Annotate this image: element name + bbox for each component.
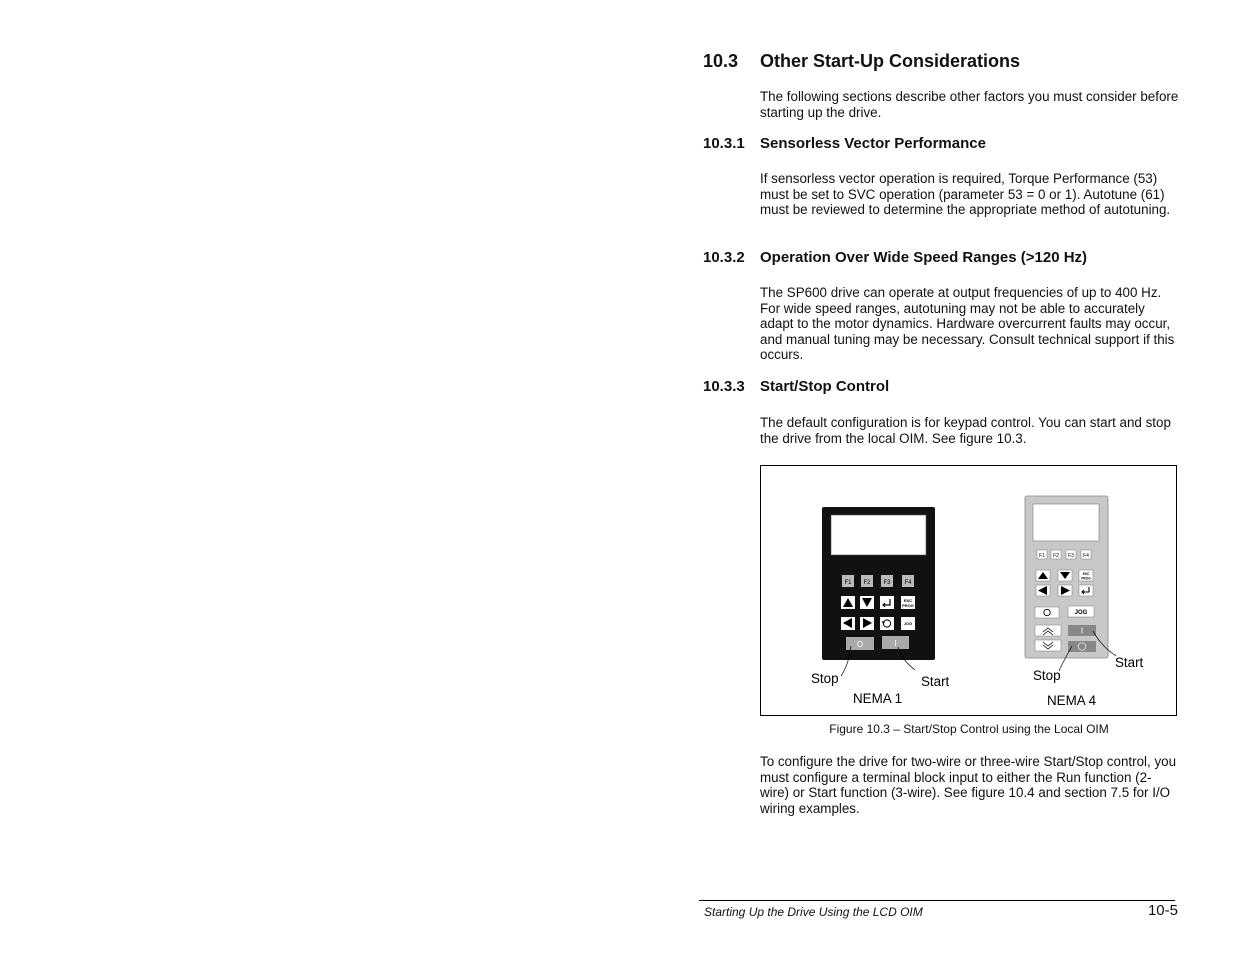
section-title: Other Start-Up Considerations	[760, 51, 1021, 71]
direction-key	[880, 617, 894, 630]
svg-text:F4: F4	[1083, 553, 1089, 559]
svg-text:F2: F2	[863, 580, 871, 586]
svg-text:I: I	[894, 639, 897, 648]
subsection-body: If sensorless vector operation is required, Torque Performance (53) must be set to SVC operation (parameter 53 = 0 or 1). Autotune (61) must be reviewed to determine the appropriate method of autotuning.	[760, 171, 1171, 218]
enter-key	[1079, 585, 1093, 596]
closing-paragraph: To configure the drive for two-wire or three-wire Start/Stop control, you must configure a terminal block input to either the Run function (2-wire) or Start function (3-wire). See figure 10.4 and section 7.5 for I/O wiring examples.	[760, 754, 1177, 816]
svg-text:PROG: PROG	[1081, 576, 1091, 581]
nema1-stop-label: Stop	[811, 671, 839, 686]
direction-key	[1035, 607, 1059, 618]
svg-text:JOG: JOG	[903, 621, 913, 626]
svg-text:F3: F3	[883, 580, 891, 586]
page-number: 10-5	[1147, 902, 1178, 919]
section-intro: The following sections describe other factors you must consider before starting up the drive.	[760, 89, 1179, 120]
footer-title: Starting Up the Drive Using the LCD OIM	[704, 905, 923, 919]
nema1-keypad	[811, 507, 950, 706]
nema4-keypad	[1025, 496, 1144, 708]
svg-text:F1: F1	[1039, 553, 1045, 559]
svg-text:F2: F2	[1053, 553, 1059, 559]
nema1-start-label: Start	[921, 674, 950, 689]
section-number: 10.3	[703, 51, 739, 71]
footer-rule	[699, 900, 1175, 901]
nema1-label: NEMA 1	[853, 691, 903, 706]
svg-text:F4: F4	[904, 580, 912, 586]
figure-frame	[760, 465, 1177, 716]
nema4-label: NEMA 4	[1047, 693, 1097, 708]
svg-text:O: O	[856, 640, 864, 649]
subsection-title: Sensorless Vector Performance	[760, 135, 986, 152]
subsection-title: Start/Stop Control	[760, 378, 890, 395]
svg-text:F3: F3	[1068, 553, 1074, 559]
lcd-display	[831, 515, 926, 555]
subsection-body: The default configuration is for keypad control. You can start and stop the drive from the local OIM. See figure 10.3.	[760, 415, 1171, 446]
nema4-start-label: Start	[1115, 655, 1144, 670]
subsection-number: 10.3.3	[703, 378, 745, 395]
lcd-display	[1033, 504, 1099, 541]
subsection-number: 10.3.2	[703, 249, 745, 266]
svg-text:JOG: JOG	[1074, 610, 1088, 616]
svg-text:ESC: ESC	[1082, 572, 1090, 576]
svg-text:F1: F1	[844, 580, 852, 586]
oim-illustration	[761, 466, 1175, 714]
svg-text:ESC: ESC	[903, 598, 913, 603]
subsection-title: Operation Over Wide Speed Ranges (>120 Hz)	[760, 249, 1088, 266]
subsection-body: The SP600 drive can operate at output frequencies of up to 400 Hz. For wide speed ranges, autotuning may not be able to accurately adapt to the motor dynamics. Hardware overcurrent faults may occur, and manual tuning may be necessary. Consult technical support if this occurs.	[760, 285, 1175, 363]
nema4-stop-label: Stop	[1033, 668, 1061, 683]
figure-caption: Figure 10.3 – Start/Stop Control using the Local OIM	[829, 722, 1109, 736]
subsection-number: 10.3.1	[703, 135, 745, 152]
svg-text:PROG: PROG	[902, 603, 914, 608]
svg-text:I: I	[1080, 626, 1084, 636]
enter-key	[880, 596, 894, 609]
